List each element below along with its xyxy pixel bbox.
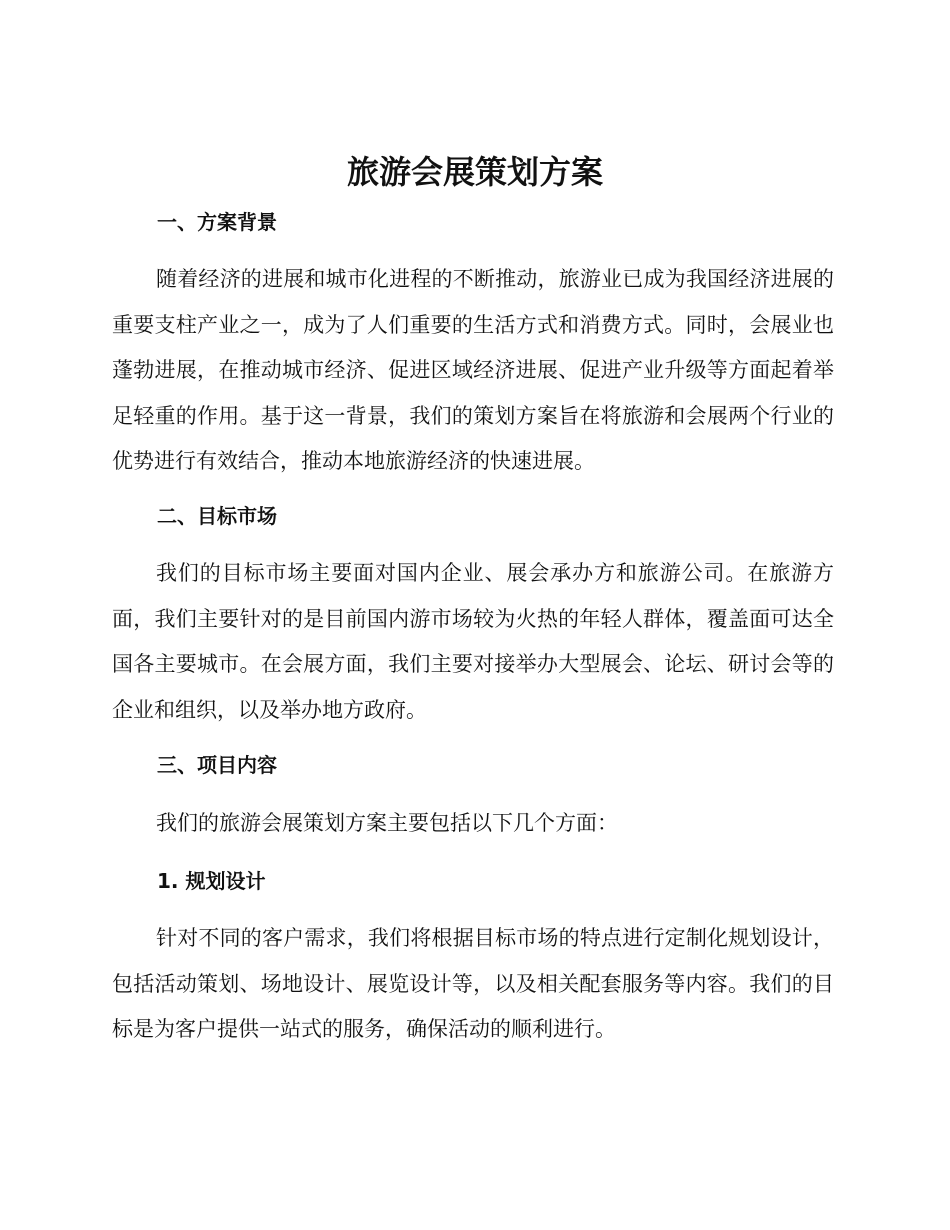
section-paragraph-project-content: 我们的旅游会展策划方案主要包括以下几个方面： [156, 811, 618, 835]
subsection-paragraph-planning-design: 针对不同的客户需求，我们将根据目标市场的特点进行定制化规划设计，包括活动策划、场地设计、展览设计等，以及相关配套服务等内容。我们的目标是为客户提供一站式的服务，确保活动的顺利进行。 [112, 926, 834, 1041]
section-paragraph-target-market: 我们的目标市场主要面对国内企业、展会承办方和旅游公司。在旅游方面，我们主要针对的是目前国内游市场较为火热的年轻人群体，覆盖面可达全国各主要城市。在会展方面，我们主要对接举办大型展会、论坛、研讨会等的企业和组织，以及举办地方政府。 [112, 561, 834, 722]
section-heading-background: 一、方案背景 [157, 210, 277, 234]
section-paragraph-background: 随着经济的进展和城市化进程的不断推动，旅游业已成为我国经济进展的重要支柱产业之一，成为了人们重要的生活方式和消费方式。同时，会展业也蓬勃进展，在推动城市经济、促进区域经济进展、促进产业升级等方面起着举足轻重的作用。基于这一背景，我们的策划方案旨在将旅游和会展两个行业的优势进行有效结合，推动本地旅游经济的快速进展。 [112, 267, 834, 473]
section-heading-project-content: 三、项目内容 [157, 753, 277, 777]
document-title: 旅游会展策划方案 [346, 153, 603, 191]
subsection-heading-planning-design: 1. 规划设计 [157, 869, 266, 893]
section-heading-target-market: 二、目标市场 [157, 504, 277, 528]
